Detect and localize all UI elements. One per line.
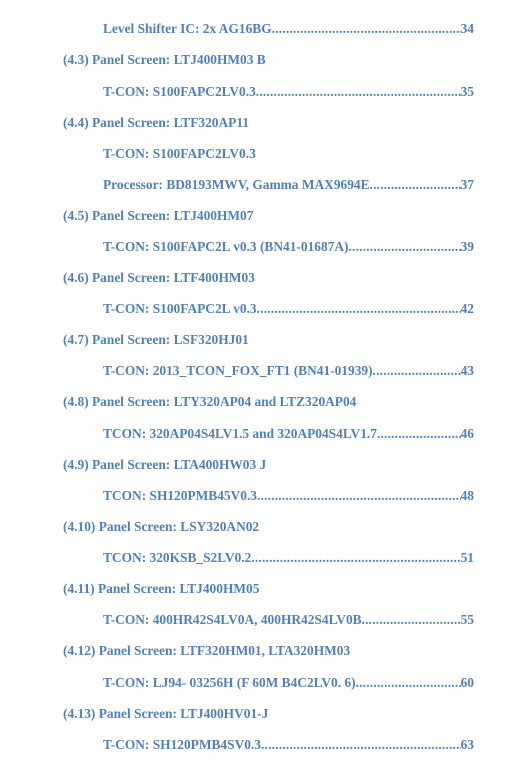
toc-entry-text: Processor: BD8193MWV, Gamma MAX9694E — [103, 177, 370, 192]
toc-heading-4-6[interactable]: (4.6) Panel Screen: LTF400HM03 — [63, 270, 255, 285]
toc-entry-text: T-CON: LJ94- 03256H (F 60M B4C2LV0. 6) — [103, 675, 356, 690]
dot-leader — [256, 83, 461, 101]
dot-leader — [251, 549, 460, 567]
toc-heading-4-8[interactable]: (4.8) Panel Screen: LTY320AP04 and LTZ320AP04 — [63, 394, 357, 409]
toc-entry-text: Level Shifter IC: 2x AG16BG — [103, 21, 272, 36]
toc-entry-text: T-CON: S100FAPC2L v0.3 — [103, 301, 257, 316]
dot-leader — [356, 674, 461, 692]
toc-entry-text: TCON: 320AP04S4LV1.5 and 320AP04S4LV1.7 — [103, 426, 377, 441]
toc-entry-tcon-4-12[interactable] — [103, 674, 474, 692]
toc-entry-tcon-4-4[interactable] — [103, 145, 256, 163]
dot-leader — [349, 238, 461, 256]
toc-page-number: 55 — [460, 612, 474, 627]
toc-entry-text: T-CON: S100FAPC2LV0.3 — [103, 84, 256, 99]
dot-leader — [373, 362, 461, 380]
dot-leader — [257, 300, 461, 318]
toc-heading-4-3[interactable]: (4.3) Panel Screen: LTJ400HM03 B — [63, 52, 266, 67]
toc-entry-tcon-4-11[interactable] — [103, 611, 474, 629]
toc-page-number: 63 — [460, 737, 474, 752]
toc-heading-4-11[interactable]: (4.11) Panel Screen: LTJ400HM05 — [63, 581, 260, 596]
toc-heading-4-13[interactable]: (4.13) Panel Screen: LTJ400HV01-J — [63, 706, 269, 721]
toc-entry-text: T-CON: 400HR42S4LV0A, 400HR42S4LV0B — [103, 612, 362, 627]
toc-entry-text: T-CON: S100FAPC2LV0.3 — [103, 146, 256, 161]
dot-leader — [272, 20, 461, 38]
toc-entry-text: TCON: 320KSB_S2LV0.2 — [103, 550, 252, 565]
toc-page-number: 51 — [460, 550, 474, 565]
toc-entry-level-shifter[interactable] — [103, 20, 474, 38]
toc-heading-4-9[interactable]: (4.9) Panel Screen: LTA400HW03 J — [63, 457, 267, 472]
toc-entry-tcon-4-9[interactable] — [103, 487, 474, 505]
dot-leader — [257, 487, 461, 505]
toc-page-number: 46 — [460, 426, 474, 441]
toc-page-number: 60 — [460, 675, 474, 690]
toc-entry-tcon-4-10[interactable] — [103, 549, 474, 567]
dot-leader — [370, 176, 461, 194]
toc-entry-tcon-4-5[interactable] — [103, 238, 474, 256]
toc-entry-text: TCON: SH120PMB45V0.3 — [103, 488, 257, 503]
toc-page-number: 34 — [460, 21, 474, 36]
toc-entry-processor-4-4[interactable] — [103, 176, 474, 194]
dot-leader — [377, 425, 461, 443]
toc-page-number: 48 — [460, 488, 474, 503]
toc-entry-tcon-4-7[interactable] — [103, 362, 474, 380]
toc-page-number: 42 — [460, 301, 474, 316]
toc-heading-4-7[interactable]: (4.7) Panel Screen: LSF320HJ01 — [63, 332, 249, 347]
toc-entry-tcon-4-6[interactable] — [103, 300, 474, 318]
toc-page-number: 39 — [460, 239, 474, 254]
toc-entry-text: T-CON: SH120PMB4SV0.3 — [103, 737, 261, 752]
toc-page-number: 35 — [460, 84, 474, 99]
toc-entry-text: T-CON: S100FAPC2L v0.3 (BN41-01687A) — [103, 239, 349, 254]
toc-page-number: 37 — [460, 177, 474, 192]
toc-entry-tcon-4-3[interactable] — [103, 83, 474, 101]
toc-heading-4-5[interactable]: (4.5) Panel Screen: LTJ400HM07 — [63, 208, 254, 223]
toc-heading-4-12[interactable]: (4.12) Panel Screen: LTF320HM01, LTA320HM03 — [63, 643, 351, 658]
dot-leader — [261, 736, 461, 754]
toc-entry-tcon-4-13[interactable] — [103, 736, 474, 754]
dot-leader — [362, 611, 461, 629]
toc-page-number: 43 — [460, 363, 474, 378]
toc-heading-4-4[interactable]: (4.4) Panel Screen: LTF320AP11 — [63, 115, 249, 130]
toc-entry-tcon-4-8[interactable] — [103, 425, 474, 443]
toc-heading-4-10[interactable]: (4.10) Panel Screen: LSY320AN02 — [63, 519, 260, 534]
toc-entry-text: T-CON: 2013_TCON_FOX_FT1 (BN41-01939) — [103, 363, 373, 378]
